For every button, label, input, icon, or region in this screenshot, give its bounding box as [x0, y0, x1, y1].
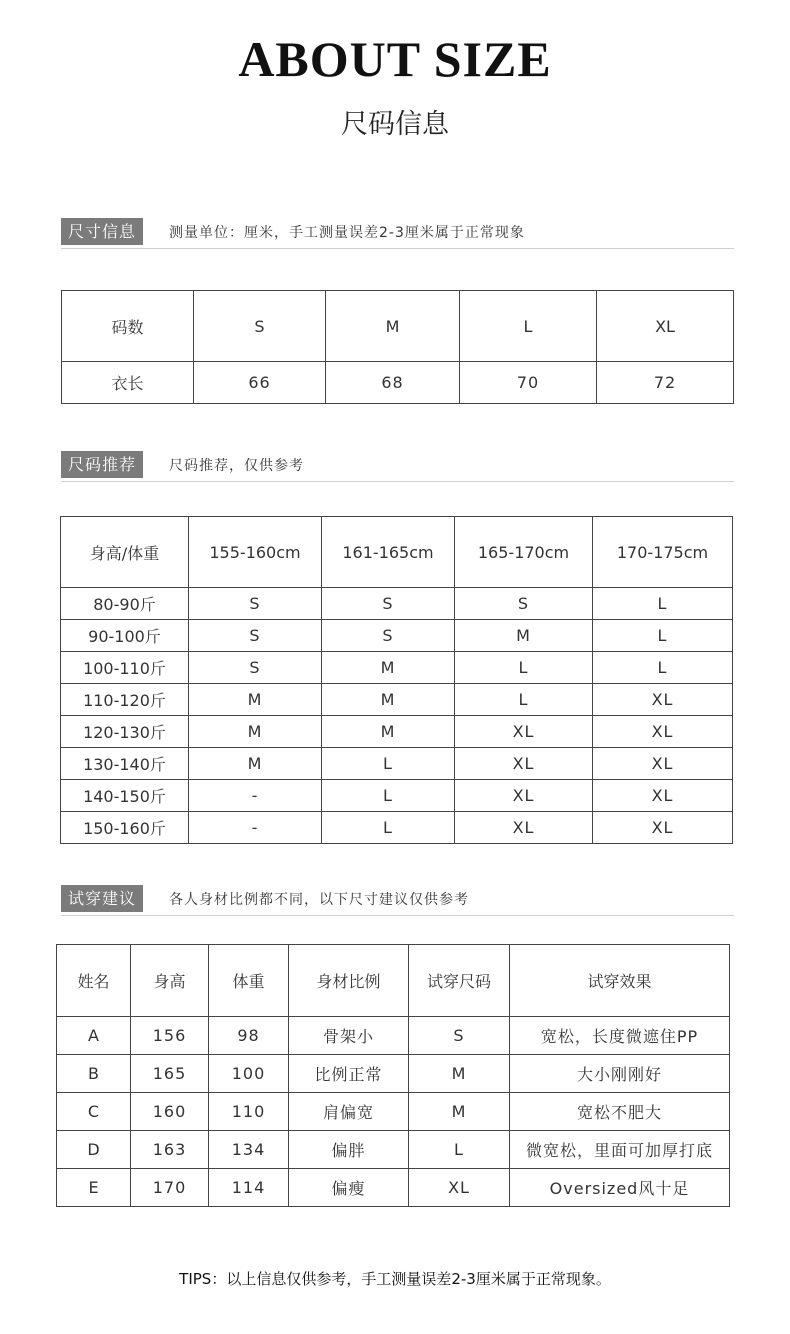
table-cell: L [455, 684, 593, 716]
table-cell: A [57, 1017, 131, 1055]
table-cell: D [57, 1131, 131, 1169]
table-cell: 试穿效果 [510, 945, 730, 1017]
table-row [57, 1017, 730, 1055]
table-cell: XL [455, 812, 593, 844]
table-cell: 身材比例 [289, 945, 409, 1017]
table-row [61, 684, 733, 716]
table-cell: 偏瘦 [289, 1169, 409, 1207]
table-cell: 155-160cm [189, 517, 322, 588]
table-cell: S [455, 588, 593, 620]
table-cell: XL [593, 716, 733, 748]
table-cell: M [409, 1093, 510, 1131]
table-cell: L [593, 620, 733, 652]
table-cell: 微宽松，里面可加厚打底 [510, 1131, 730, 1169]
table-cell: L [322, 812, 455, 844]
table-cell: 70 [460, 362, 597, 404]
title-cn: 尺码信息 [341, 109, 449, 140]
table-row [61, 812, 733, 844]
table-cell: 80-90斤 [61, 588, 189, 620]
table-cell: 170 [131, 1169, 209, 1207]
table-cell: L [455, 652, 593, 684]
table-cell: 156 [131, 1017, 209, 1055]
table-cell: 170-175cm [593, 517, 733, 588]
table-cell: 身高/体重 [61, 517, 189, 588]
table-row [62, 362, 734, 404]
section-tag: 尺寸信息 [61, 218, 143, 245]
table-cell: - [189, 780, 322, 812]
table-cell: 骨架小 [289, 1017, 409, 1055]
table-row [57, 1093, 730, 1131]
table-row [61, 748, 733, 780]
table-cell: 试穿尺码 [409, 945, 510, 1017]
table-cell: 100 [209, 1055, 289, 1093]
table-cell: 110 [209, 1093, 289, 1131]
table-header-row [62, 291, 734, 362]
section-header-size-info [61, 218, 734, 249]
table-cell: 宽松不肥大 [510, 1093, 730, 1131]
table-cell: M [326, 291, 460, 362]
table-header-row [61, 517, 733, 588]
table-cell: 比例正常 [289, 1055, 409, 1093]
table-cell: 163 [131, 1131, 209, 1169]
table-row [61, 780, 733, 812]
table-cell: 100-110斤 [61, 652, 189, 684]
table-cell: 165-170cm [455, 517, 593, 588]
tips-text: TIPS：以上信息仅供参考，手工测量误差2-3厘米属于正常现象。 [179, 1270, 611, 1288]
table-cell: M [322, 652, 455, 684]
table-cell: 150-160斤 [61, 812, 189, 844]
table-cell: 72 [597, 362, 734, 404]
title-en: ABOUT SIZE [238, 31, 552, 87]
table-cell: XL [455, 748, 593, 780]
table-cell: M [455, 620, 593, 652]
table-cell: S [409, 1017, 510, 1055]
table-cell: L [322, 748, 455, 780]
table-cell: 120-130斤 [61, 716, 189, 748]
table-cell: L [593, 588, 733, 620]
table-cell: S [194, 291, 326, 362]
table-cell: 偏胖 [289, 1131, 409, 1169]
table-cell: 114 [209, 1169, 289, 1207]
size-info-table [61, 290, 734, 404]
size-recommend-table [60, 516, 733, 844]
table-cell: - [189, 812, 322, 844]
table-header-row [57, 945, 730, 1017]
table-cell: 90-100斤 [61, 620, 189, 652]
table-cell: XL [593, 684, 733, 716]
table-cell: 码数 [62, 291, 194, 362]
table-cell: 98 [209, 1017, 289, 1055]
try-on-table [56, 944, 730, 1207]
table-cell: E [57, 1169, 131, 1207]
table-cell: XL [593, 812, 733, 844]
section-desc: 测量单位：厘米，手工测量误差2-3厘米属于正常现象 [169, 225, 525, 241]
table-cell: 体重 [209, 945, 289, 1017]
section-header-try-on [61, 885, 734, 916]
table-cell: L [322, 780, 455, 812]
table-cell: XL [455, 716, 593, 748]
table-cell: 110-120斤 [61, 684, 189, 716]
table-cell: 大小刚刚好 [510, 1055, 730, 1093]
table-cell: M [189, 684, 322, 716]
table-cell: L [460, 291, 597, 362]
table-cell: 66 [194, 362, 326, 404]
table-row [61, 652, 733, 684]
table-cell: 161-165cm [322, 517, 455, 588]
table-cell: 姓名 [57, 945, 131, 1017]
table-cell: 140-150斤 [61, 780, 189, 812]
table-cell: 68 [326, 362, 460, 404]
section-desc: 尺码推荐，仅供参考 [169, 458, 304, 474]
table-cell: M [189, 748, 322, 780]
section-desc: 各人身材比例都不同，以下尺寸建议仅供参考 [169, 892, 469, 908]
table-cell: XL [409, 1169, 510, 1207]
table-cell: Oversized风十足 [510, 1169, 730, 1207]
table-cell: L [409, 1131, 510, 1169]
table-cell: L [593, 652, 733, 684]
table-cell: XL [597, 291, 734, 362]
table-row [61, 620, 733, 652]
table-cell: XL [593, 780, 733, 812]
section-header-size-recommend [61, 451, 734, 482]
table-cell: 134 [209, 1131, 289, 1169]
table-cell: 160 [131, 1093, 209, 1131]
table-cell: M [322, 684, 455, 716]
table-row [61, 588, 733, 620]
table-cell: 肩偏宽 [289, 1093, 409, 1131]
section-tag: 尺码推荐 [61, 451, 143, 478]
table-cell: M [409, 1055, 510, 1093]
table-cell: 130-140斤 [61, 748, 189, 780]
table-row [57, 1131, 730, 1169]
table-cell: M [322, 716, 455, 748]
table-cell: B [57, 1055, 131, 1093]
table-cell: XL [593, 748, 733, 780]
table-cell: S [189, 620, 322, 652]
table-cell: 165 [131, 1055, 209, 1093]
table-cell: M [189, 716, 322, 748]
table-row [57, 1055, 730, 1093]
table-row [61, 716, 733, 748]
table-cell: S [322, 588, 455, 620]
table-cell: S [322, 620, 455, 652]
table-cell: S [189, 588, 322, 620]
table-cell: S [189, 652, 322, 684]
table-cell: 衣长 [62, 362, 194, 404]
section-tag: 试穿建议 [61, 885, 143, 912]
table-cell: XL [455, 780, 593, 812]
table-cell: C [57, 1093, 131, 1131]
table-cell: 身高 [131, 945, 209, 1017]
table-row [57, 1169, 730, 1207]
table-cell: 宽松，长度微遮住PP [510, 1017, 730, 1055]
